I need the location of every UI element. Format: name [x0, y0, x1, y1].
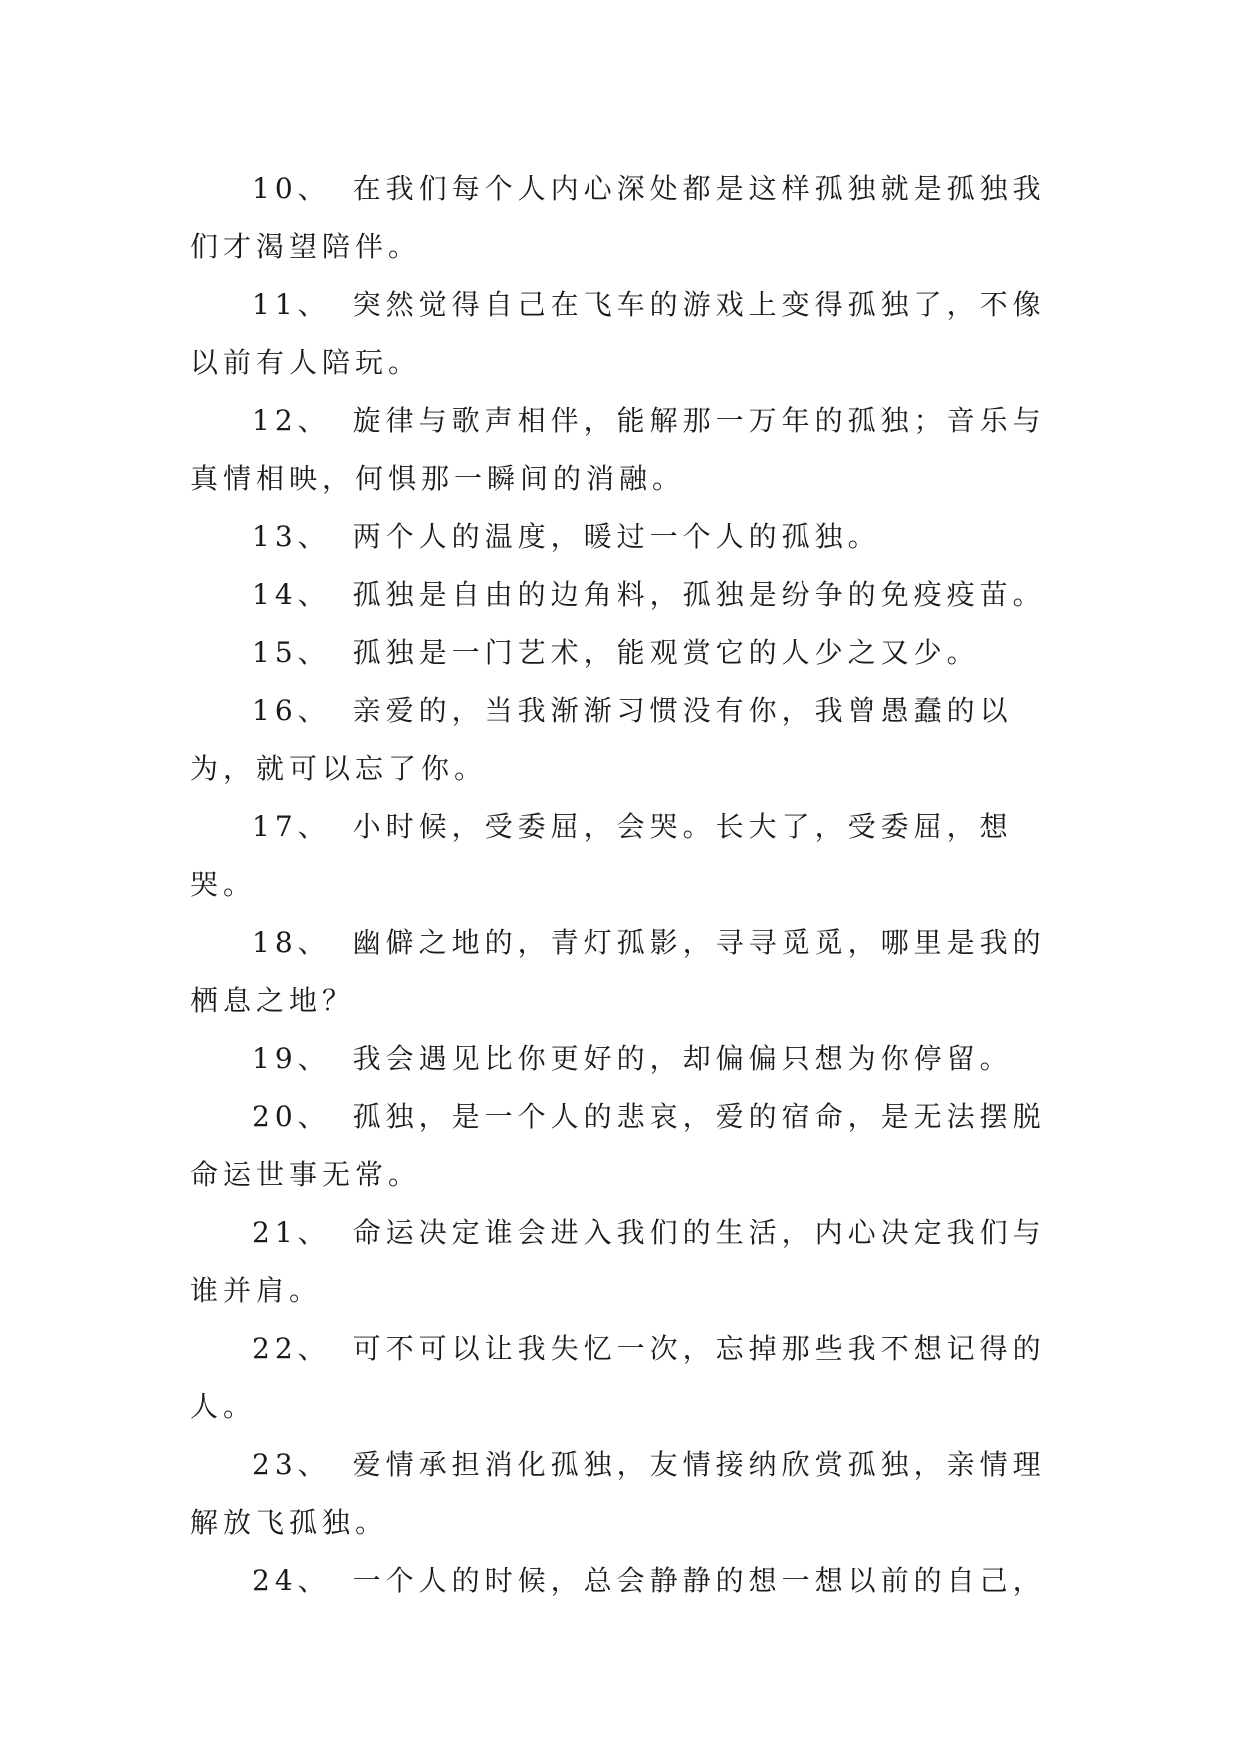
- list-item: [190, 1552, 1050, 1610]
- item-number: 13、: [252, 520, 331, 553]
- list-item: [190, 160, 1050, 276]
- item-text: 突然觉得自己在飞车的游戏上变得孤独了，不像以前有人陪玩。: [190, 288, 1046, 379]
- item-number: 16、: [252, 694, 331, 727]
- list-item: [190, 1320, 1050, 1436]
- list-item: [190, 1436, 1050, 1552]
- item-number: 17、: [252, 810, 331, 843]
- list-item: [190, 1204, 1050, 1320]
- item-text: 我会遇见比你更好的，却偏偏只想为你停留。: [352, 1042, 1013, 1075]
- item-text: 旋律与歌声相伴，能解那一万年的孤独；音乐与真情相映，何惧那一瞬间的消融。: [190, 404, 1046, 495]
- document-body: [190, 160, 1050, 1610]
- item-number: 10、: [252, 172, 331, 205]
- list-item: [190, 508, 1050, 566]
- item-text: 小时候，受委屈，会哭。长大了，受委屈，想哭。: [190, 810, 1013, 901]
- item-number: 18、: [252, 926, 331, 959]
- item-number: 11、: [252, 288, 331, 321]
- item-number: 12、: [252, 404, 331, 437]
- list-item: [190, 1088, 1050, 1204]
- item-number: 23、: [252, 1448, 331, 1481]
- item-text: 可不可以让我失忆一次，忘掉那些我不想记得的人。: [190, 1332, 1046, 1423]
- item-text: 孤独，是一个人的悲哀，爱的宿命，是无法摆脱命运世事无常。: [190, 1100, 1046, 1191]
- item-text: 孤独是自由的边角料，孤独是纷争的免疫疫苗。: [352, 578, 1046, 611]
- list-item: [190, 798, 1050, 914]
- list-item: [190, 682, 1050, 798]
- item-number: 21、: [252, 1216, 331, 1249]
- item-text: 一个人的时候，总会静静的想一想以前的自己，: [352, 1564, 1046, 1597]
- list-item: [190, 276, 1050, 392]
- item-number: 15、: [252, 636, 331, 669]
- item-text: 幽僻之地的，青灯孤影，寻寻觅觅，哪里是我的栖息之地？: [190, 926, 1046, 1017]
- item-text: 孤独是一门艺术，能观赏它的人少之又少。: [352, 636, 980, 669]
- item-text: 亲爱的，当我渐渐习惯没有你，我曾愚蠢的以为，就可以忘了你。: [190, 694, 1013, 785]
- item-text: 爱情承担消化孤独，友情接纳欣赏孤独，亲情理解放飞孤独。: [190, 1448, 1046, 1539]
- item-number: 19、: [252, 1042, 331, 1075]
- item-text: 两个人的温度，暖过一个人的孤独。: [352, 520, 881, 553]
- item-text: 命运决定谁会进入我们的生活，内心决定我们与谁并肩。: [190, 1216, 1046, 1307]
- item-number: 20、: [252, 1100, 331, 1133]
- list-item: [190, 566, 1050, 624]
- list-item: [190, 392, 1050, 508]
- item-text: 在我们每个人内心深处都是这样孤独就是孤独我们才渴望陪伴。: [190, 172, 1046, 263]
- list-item: [190, 1030, 1050, 1088]
- list-item: [190, 914, 1050, 1030]
- item-number: 24、: [252, 1564, 331, 1597]
- item-number: 14、: [252, 578, 331, 611]
- list-item: [190, 624, 1050, 682]
- item-number: 22、: [252, 1332, 331, 1365]
